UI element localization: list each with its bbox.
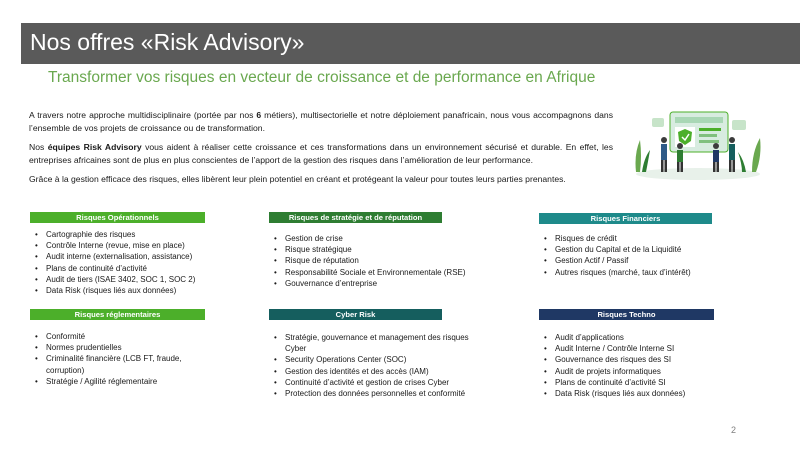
intro-p2-bold: équipes Risk Advisory [47, 142, 142, 152]
list-risques-reglementaires [35, 331, 195, 387]
list-item: • Continuité d’activité et gestion de crises Cyber [274, 377, 489, 388]
list-item: • Risque de réputation [274, 255, 504, 266]
intro-p1-start: A travers notre approche multidisciplinaire (portée par nos [29, 110, 257, 120]
intro-paragraph-2 [29, 141, 613, 167]
intro-p2-end: vous aident à réaliser cette croissance et ces transformations dans un environnement sécurisé et durable. En effet, les entreprises africaines sont de plus en plus conscientes de l’apport de la gestion des risques dans l’amélioration de leur performance. [29, 142, 614, 165]
list-item: • Risque stratégique [274, 244, 504, 255]
badge-risques-reglementaires: Risques réglementaires [30, 309, 205, 320]
list-item: • Audit d’applications [544, 332, 764, 343]
slide-title: Nos offres «Risk Advisory» [30, 29, 305, 55]
list-item: • Protection des données personnelles et conformité [274, 388, 489, 399]
badge-cyber-risk: Cyber Risk [269, 309, 442, 320]
list-item: • Plans de continuité d’activité SI [544, 377, 764, 388]
intro-paragraph-1 [29, 109, 613, 135]
badge-risques-techno: Risques Techno [539, 309, 714, 320]
list-item: • Gestion de crise [274, 233, 504, 244]
list-item: • Criminalité financière (LCB FT, fraude, corruption) [35, 353, 195, 375]
slide-subtitle: Transformer vos risques en vecteur de croissance et de performance en Afrique [48, 69, 596, 86]
list-item: • Data Risk (risques liés aux données) [35, 285, 235, 296]
badge-risques-financiers: Risques Financiers [539, 213, 712, 224]
title-bar [21, 23, 800, 64]
list-item: • Gestion Actif / Passif [544, 255, 764, 266]
list-item: • Gouvernance d’entreprise [274, 278, 504, 289]
list-item: • Gouvernance des risques des SI [544, 354, 764, 365]
badge-risques-operationnels: Risques Opérationnels [30, 212, 205, 223]
list-item: • Contrôle Interne (revue, mise en place) [35, 240, 235, 251]
list-cyber-risk [274, 332, 489, 399]
list-item: • Cartographie des risques [35, 229, 235, 240]
intro-p1-bold: 6 [256, 110, 262, 120]
intro-p2-start: Nos [29, 142, 48, 152]
list-item: • Responsabilité Sociale et Environnementale (RSE) [274, 267, 504, 278]
risk-team-illustration-icon [628, 98, 768, 180]
list-item: • Audit interne (externalisation, assistance) [35, 251, 235, 262]
intro-p1-end: métiers), multisectorielle et notre déploiement panafricain, nous vous accompagnons dans l’ensemble de vos projets de croissance ou de transformation. [29, 110, 613, 133]
list-item: • Audit Interne / Contrôle Interne SI [544, 343, 764, 354]
list-item: • Gestion des identités et des accès (IAM) [274, 366, 489, 377]
list-item: • Gestion du Capital et de la Liquidité [544, 244, 764, 255]
list-risques-operationnels [35, 229, 235, 296]
list-item: • Autres risques (marché, taux d’intérêt) [544, 267, 764, 278]
list-item: • Audit de projets informatiques [544, 366, 764, 377]
list-item: • Audit de tiers (ISAE 3402, SOC 1, SOC 2) [35, 274, 235, 285]
list-risques-financiers [544, 233, 764, 278]
list-item: • Plans de continuité d’activité [35, 263, 235, 274]
list-item: • Conformité [35, 331, 195, 342]
badge-risques-strategie: Risques de stratégie et de réputation [269, 212, 442, 223]
list-item: • Stratégie, gouvernance et management des risques Cyber [274, 332, 489, 354]
intro-text [29, 109, 613, 192]
page-number: 2 [731, 425, 737, 435]
list-item: • Stratégie / Agilité réglementaire [35, 376, 195, 387]
list-item: • Normes prudentielles [35, 342, 195, 353]
list-risques-strategie [274, 233, 504, 289]
list-item: • Security Operations Center (SOC) [274, 354, 489, 365]
list-risques-techno [544, 332, 764, 399]
intro-paragraph-3: Grâce à la gestion efficace des risques, elles libèrent leur plein potentiel en créant et protégeant la valeur pour toutes leurs parties prenantes. [29, 174, 566, 184]
list-item: • Risques de crédit [544, 233, 764, 244]
list-item: • Data Risk (risques liés aux données) [544, 388, 764, 399]
